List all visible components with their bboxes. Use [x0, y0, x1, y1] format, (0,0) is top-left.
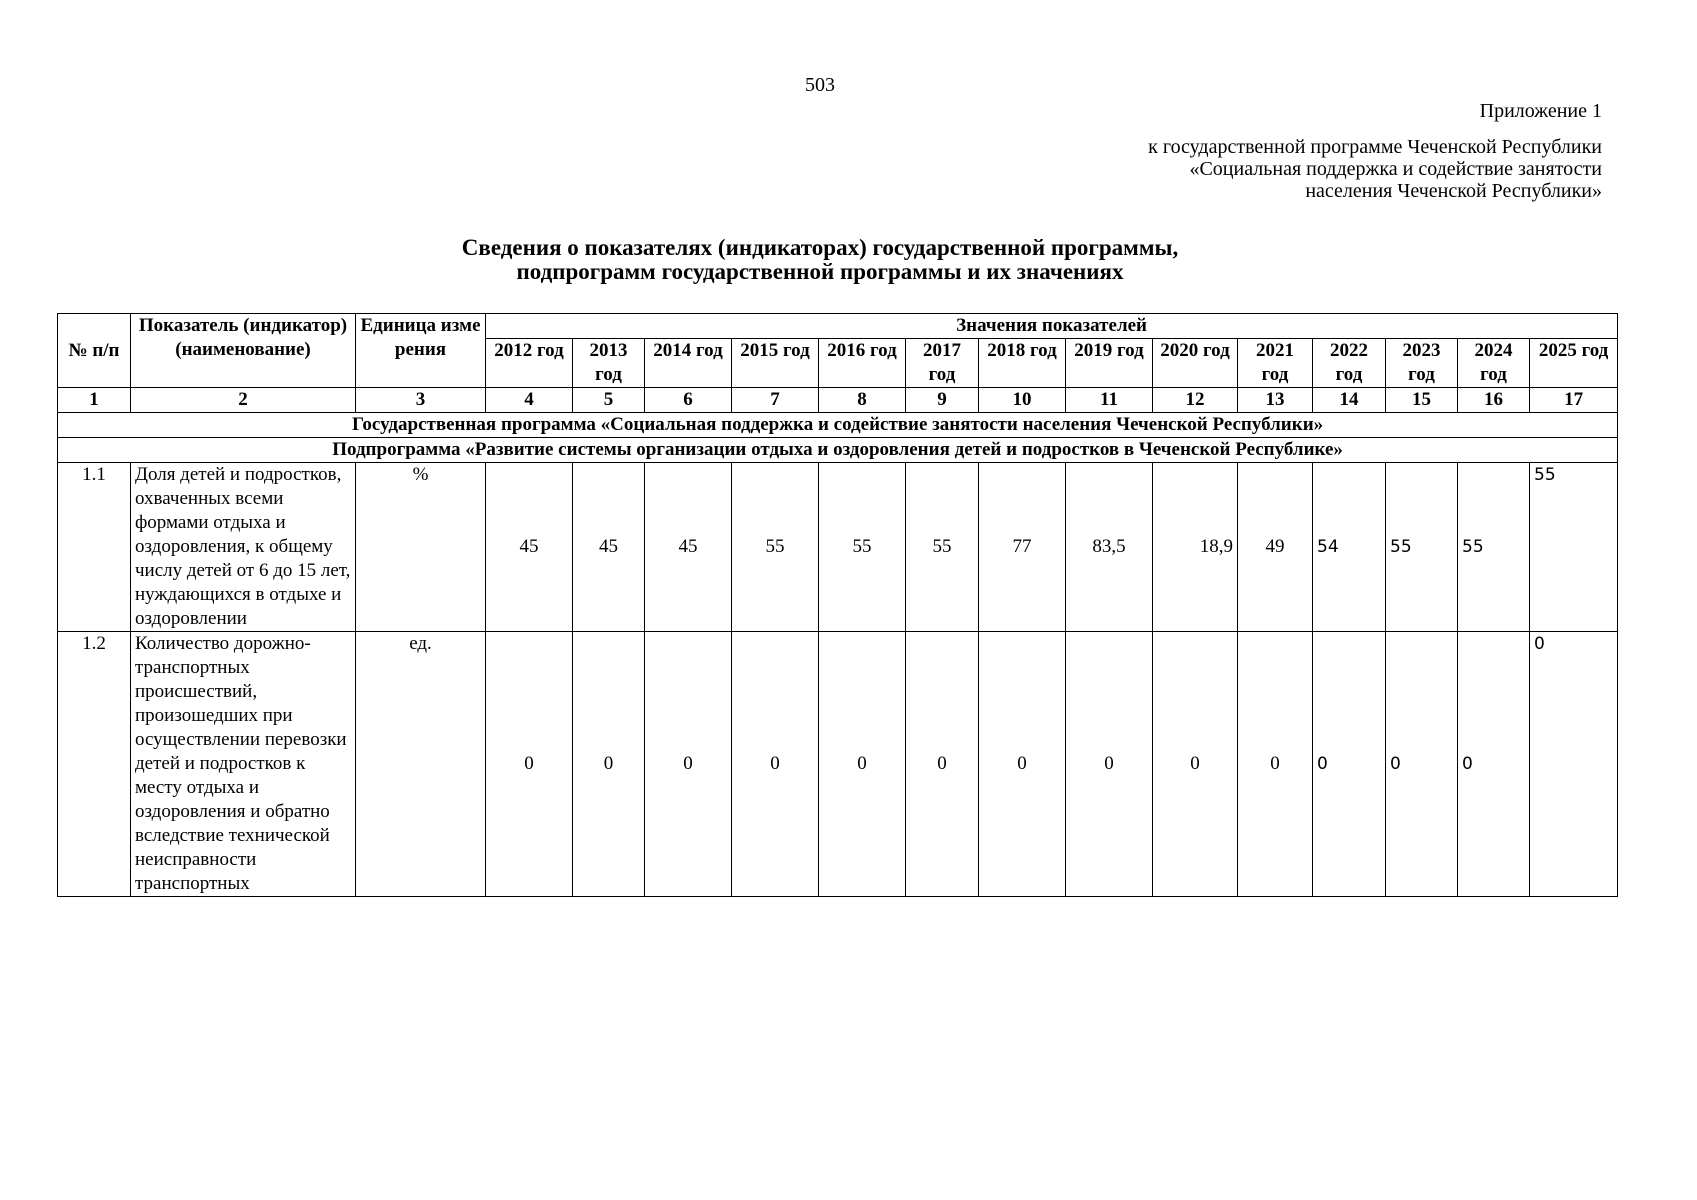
header-year: 2012 год: [486, 339, 573, 388]
column-number: 5: [573, 388, 645, 413]
indicator-value: 0: [1066, 632, 1153, 897]
indicator-value: 45: [573, 463, 645, 632]
column-number: 7: [732, 388, 819, 413]
appendix-line-2: «Социальная поддержка и содействие занятости: [1189, 158, 1602, 180]
indicator-value: 0: [1386, 632, 1458, 897]
column-number: 14: [1313, 388, 1386, 413]
header-year: 2016 год: [819, 339, 906, 388]
appendix-line-1: к государственной программе Чеченской Республики: [1148, 136, 1602, 158]
indicator-value: 0: [573, 632, 645, 897]
table-row: [58, 463, 1618, 632]
header-year: 2013 год: [573, 339, 645, 388]
row-number: 1.1: [58, 463, 131, 632]
appendix-block: [1148, 100, 1602, 202]
indicator-unit: ед.: [356, 632, 486, 897]
table-row: [58, 632, 1618, 897]
indicator-value: 49: [1238, 463, 1313, 632]
indicator-unit: %: [356, 463, 486, 632]
column-number: 15: [1386, 388, 1458, 413]
indicator-value: 0: [645, 632, 732, 897]
header-year: 2015 год: [732, 339, 819, 388]
column-number: 13: [1238, 388, 1313, 413]
indicator-value: 0: [732, 632, 819, 897]
indicator-value: 0: [819, 632, 906, 897]
indicator-value: 0: [1458, 632, 1530, 897]
header-year: 2022 год: [1313, 339, 1386, 388]
header-year: 2019 год: [1066, 339, 1153, 388]
program-row: [58, 413, 1618, 438]
indicator-value: 0: [1153, 632, 1238, 897]
indicator-value: 55: [906, 463, 979, 632]
indicator-value: 55: [732, 463, 819, 632]
header-year: 2023 год: [1386, 339, 1458, 388]
indicator-value: 83,5: [1066, 463, 1153, 632]
column-number: 10: [979, 388, 1066, 413]
header-year: 2018 год: [979, 339, 1066, 388]
indicator-value: 0: [906, 632, 979, 897]
indicator-value: 55: [1386, 463, 1458, 632]
indicator-value: 77: [979, 463, 1066, 632]
indicator-value: 0: [1313, 632, 1386, 897]
program-title: Государственная программа «Социальная поддержка и содействие занятости населения Чеченской Республики»: [58, 413, 1618, 438]
header-indicator: Показатель (индикатор) (наименование): [131, 314, 356, 388]
indicator-value: 55: [819, 463, 906, 632]
column-number: 9: [906, 388, 979, 413]
indicator-value: 45: [486, 463, 573, 632]
indicator-value: 54: [1313, 463, 1386, 632]
indicator-name: Доля детей и подростков, охваченных всеми формами отдыха и оздоровления, к общему числу детей от 6 до 15 лет, нуждающихся в отдыхе и оздоровлении: [131, 463, 356, 632]
column-number: 12: [1153, 388, 1238, 413]
indicator-value: 0: [1238, 632, 1313, 897]
column-number: 6: [645, 388, 732, 413]
header-unit: Единица измерения: [356, 314, 486, 388]
column-numbers-row: [58, 388, 1618, 413]
header-year: 2021 год: [1238, 339, 1313, 388]
indicator-value: 55: [1458, 463, 1530, 632]
indicator-value: 45: [645, 463, 732, 632]
document-title-line-2: подпрограмм государственной программы и их значениях: [516, 259, 1124, 284]
subprogram-title: Подпрограмма «Развитие системы организации отдыха и оздоровления детей и подростков в Чеченской Республике»: [58, 438, 1618, 463]
column-number: 4: [486, 388, 573, 413]
appendix-line-3: населения Чеченской Республики»: [1305, 180, 1602, 202]
indicator-value: 18,9: [1153, 463, 1238, 632]
document-title: [0, 236, 1640, 284]
header-year: 2025 год: [1530, 339, 1618, 388]
column-number: 2: [131, 388, 356, 413]
indicator-name: Количество дорожно-транспортных происшествий, произошедших при осуществлении перевозки детей и подростков к месту отдыха и оздоровления и обратно вследствие технической неисправности транспортных: [131, 632, 356, 897]
column-number: 11: [1066, 388, 1153, 413]
row-number: 1.2: [58, 632, 131, 897]
indicator-value: 0: [979, 632, 1066, 897]
header-year: 2020 год: [1153, 339, 1238, 388]
header-year: 2014 год: [645, 339, 732, 388]
indicator-value: 55: [1530, 463, 1618, 632]
column-number: 3: [356, 388, 486, 413]
indicators-table: [57, 313, 1618, 897]
header-values-group: Значения показателей: [486, 314, 1618, 339]
header-num: № п/п: [58, 314, 131, 388]
indicator-value: 0: [1530, 632, 1618, 897]
document-title-line-1: Сведения о показателях (индикаторах) государственной программы,: [461, 235, 1179, 260]
column-number: 1: [58, 388, 131, 413]
indicator-value: 0: [486, 632, 573, 897]
column-number: 16: [1458, 388, 1530, 413]
subprogram-row: [58, 438, 1618, 463]
page-number: 503: [805, 74, 835, 96]
column-number: 8: [819, 388, 906, 413]
header-year: 2024 год: [1458, 339, 1530, 388]
header-row-1: [58, 314, 1618, 339]
appendix-title: Приложение 1: [1479, 100, 1602, 122]
column-number: 17: [1530, 388, 1618, 413]
header-year: 2017 год: [906, 339, 979, 388]
